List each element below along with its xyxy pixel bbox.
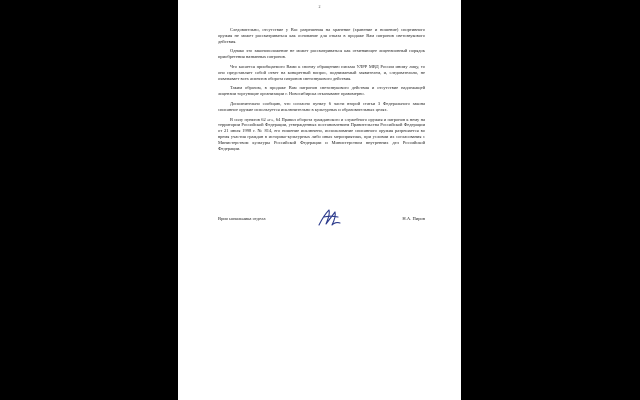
signatory-name: Н.А. Пиров [402,216,425,221]
paragraph-5: Дополнительно сообщаю, что согласно пункту 6 части второй статьи 3 Федерального закона списанное оружие используется исключительно в культурных и образовательных целях. [218,100,425,112]
letter-body [218,27,425,155]
paragraph-4: Таким образом, в продаже Вам патронов светозвукового действия и отсутствие надлежащей лицензии торгующие организации г. Новосибирска отказывают правомерно. [218,85,425,97]
page-number: 2 [318,4,321,9]
document-page [178,0,461,400]
paragraph-2: Однако это законоположение не может рассматриваться как отменяющее лицензионный порядок приобретения названных патронов. [218,48,425,60]
paragraph-3: Что касается приобщаемого Вами к своему обращению письма УЛРР МВД России иному лицу, то оно представляет собой ответ на конкретный вопрос, поднимаемый заявителем, и, следовательно, не охватывает всех аспектов оборота патронов светозвукового действия. [218,63,425,81]
signature-block [218,210,425,230]
paragraph-6: В силу пунктов 62 «г», 64 Правил оборота гражданского и служебного оружия и патронов к нему на территории Российской Федерации, утвержденных постановлением Правительства Российской Федерации от 21 июля 1998 г. № 814, его ношение исключено, использование списанного оружия разрешается во время участия граждан в историко-культурных либо иных мероприятиях, при условии их согласования с Министерством культуры Российской Федерации и Министерством внутренних дел Российской Федерации. [218,116,425,151]
paragraph-1: Следовательно, отсутствие у Вас разрешения на хранение (хранение и ношение) спортивного оружия не может рассматриваться как основание для отказа в продаже Вам патронов светозвукового действия. [218,27,425,44]
handwritten-signature [316,206,344,230]
signatory-title: Врио начальника отдела [218,216,266,221]
